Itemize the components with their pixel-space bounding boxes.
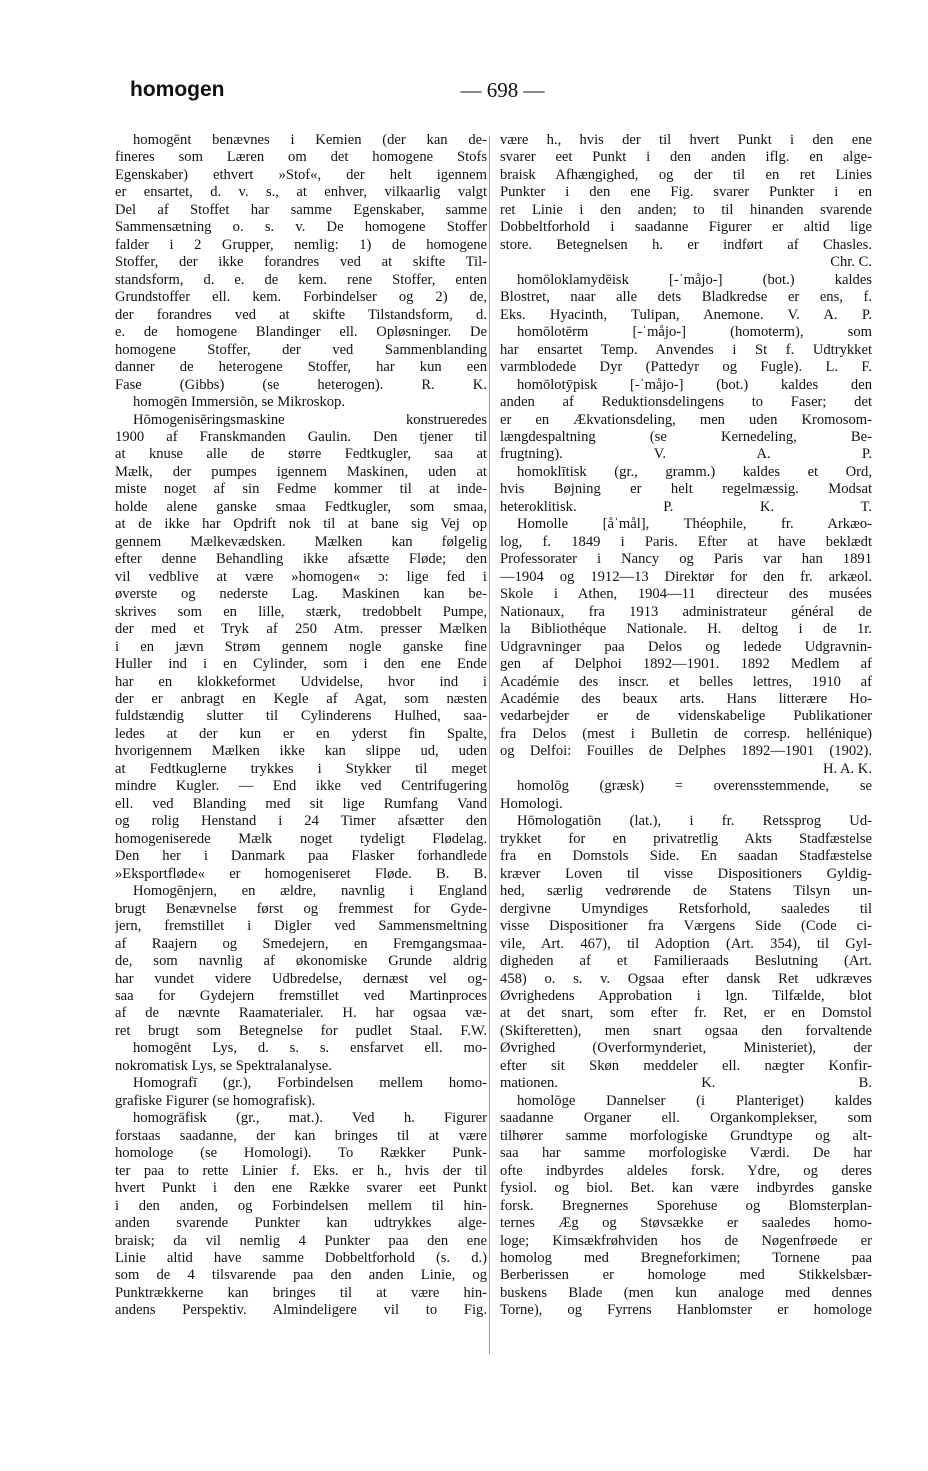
text-line: anden af Reduktionsdelingens to Faser; det [500, 394, 872, 411]
text-line: at de ikke har Opdrift nok til at bane sig Vej op [115, 516, 487, 533]
text-line: hvert Punkt i den ene Række svarer eet Punkt [115, 1180, 487, 1197]
text-line: Egenskaber) ethvert »Stof«, der helt igennem [115, 166, 487, 183]
text-line: har vundet videre Udbredelse, dernæst vel og- [115, 970, 487, 987]
text-line: ledes at der kun er en yderst fin Spalte, [115, 725, 487, 742]
text-line: homogēnt benævnes i Kemien (der kan de- [133, 132, 487, 148]
text-line: store. Betegnelsen h. er indført af Chasles. [500, 236, 872, 253]
text-line: Nationaux, fra 1913 administrateur général de [500, 603, 872, 620]
text-line: vedarbejder er de videnskabelige Publikationer [500, 708, 872, 725]
text-line: falder i 2 Grupper, nemlig: 1) de homogene [115, 236, 487, 253]
text-line: Eks. Hyacinth, Tulipan, Anemone. V. A. P. [500, 306, 872, 323]
text-line: ell. ved Blanding med sit lige Rumfang Vand [115, 795, 487, 812]
left-column [115, 132, 487, 1320]
text-line: homolōge Dannelser (i Planteriget) kaldes [517, 1092, 872, 1109]
text-line: homōlotȳpisk [-ˈmåjo-] (bot.) kaldes den [517, 376, 872, 393]
text-line: jern, fremstillet i Digler ved Sammensmeltning [115, 918, 487, 935]
text-line: Punkter i den ene Fig. svarer Punkter i en [500, 184, 872, 201]
text-line: H. A. K. [822, 760, 872, 777]
text-line: har ensartet Temp. Anvendes i St f. Udtrykket [500, 341, 872, 358]
text-line: mationen. K. B. [500, 1075, 872, 1092]
text-line: Homogēnjern, en ældre, navnlig i England [133, 883, 487, 900]
text-line: visse Dispositioner fra Værgens Side (Code ci- [500, 918, 872, 935]
right-column [500, 132, 872, 1320]
text-line: gennem Mælkevædsken. Mælken kan følgelig [115, 533, 487, 550]
text-line: ofte indbyrdes aldeles forsk. Ydre, og deres [500, 1162, 872, 1179]
text-line: af de nævnte Raamaterialer. H. har ogsaa væ- [115, 1005, 487, 1022]
text-line: anden svarende Punkter kan udtrykkes alge- [115, 1215, 487, 1232]
text-line: brugt Benævnelse først og fremmest for Gyde- [115, 900, 487, 917]
text-line: være h., hvis der til hvert Punkt i den ene [500, 132, 872, 148]
text-line: Udgravninger paa Delos og ledede Udgravnin- [500, 638, 872, 655]
text-line: Mælk, der pumpes igennem Maskinen, uden at [115, 463, 487, 480]
text-line: Øvrighedens Approbation i lgn. Tilfælde, blot [500, 987, 872, 1004]
text-line: homolog med Bregneforkimen; Tornene paa [500, 1250, 872, 1266]
text-line: kræver Loven til visse Dispositioners Gyldig- [500, 865, 872, 882]
text-line: nokromatisk Lys, se Spektralanalyse. [115, 1057, 332, 1074]
text-line: de, som navnlig af økonomiske Grunde aldrig [115, 953, 487, 970]
text-line: svarer eet Punkt i den anden iflg. en alge- [500, 149, 872, 166]
text-line: der med et Tryk af 250 Atm. presser Mælken [115, 621, 487, 638]
text-line: »Eksportfløde« er homogeniseret Fløde. B. B. [115, 865, 487, 882]
text-line: —1904 og 1912—13 Direktør for den fr. arkæol. [500, 568, 872, 585]
text-line: danner de heterogene Stoffer, har kun een [115, 359, 487, 376]
running-headword: homogen [130, 78, 225, 101]
text-line: fra Delos (mest i Bulletin de corresp. hellénique) [500, 725, 872, 742]
text-line: forsk. Bregnernes Sporehuse og Blomsterplan- [500, 1197, 872, 1214]
text-line: homoklītisk (gr., gramm.) kaldes et Ord, [517, 463, 872, 480]
text-line: øverste og nederste Lag. Maskinen kan be- [115, 586, 487, 603]
text-line: Académie des beaux arts. Hans litterære Ho- [500, 691, 872, 707]
text-line: efter sit Skøn meddeler ell. nægter Konfir- [500, 1057, 872, 1074]
text-line: hed, særlig vedrørende de Statens Tilsyn un- [500, 883, 872, 900]
text-line: efter denne Behandling ikke afsætte Fløde; den [115, 551, 487, 568]
text-line: trykket for en privatretlig Akts Stadfæstelse [500, 830, 872, 847]
text-line: tilhører samme morfologiske Grundtype og alt- [500, 1127, 872, 1144]
text-line: fuldstændig slutter til Cylinderens Hulhed, saa- [115, 708, 487, 725]
text-line: digheden af et Familieraads Beslutning (Art. [500, 953, 872, 970]
text-line: har en klokkeformet Udvidelse, hvor ind i [115, 673, 487, 690]
text-line: Skole i Athen, 1904—11 directeur des musées [500, 586, 872, 603]
text-line: homogrāfisk (gr., mat.). Ved h. Figurer [133, 1110, 487, 1127]
text-line: la Bibliothéque Nationale. H. deltog i de 1r. [500, 621, 872, 638]
text-line: fysiol. og biol. Bet. kan være indbyrdes ganske [500, 1180, 872, 1197]
text-line: Chr. C. [830, 254, 872, 271]
text-line: Øvrighed (Overformynderiet, Ministeriet), der [500, 1040, 872, 1057]
text-line: andens Perspektiv. Almindeligere vil to Fig. [115, 1302, 487, 1319]
text-line: buskens Blade (men kun analoge med dennes [500, 1284, 872, 1301]
text-line: Linie altid have samme Dobbeltforhold (s. d.) [115, 1250, 487, 1266]
text-line: Professorater i Nancy og Paris var han 1891 [500, 551, 872, 568]
text-line: homologe (se Homologi). To Rækker Punk- [115, 1145, 487, 1162]
text-line: hvis Bøjning er helt regelmæssig. Modsat [500, 481, 872, 498]
text-line: saa har samme morfologiske Værdi. De har [500, 1145, 872, 1162]
text-line: at knuse alle de større Fedtkugler, saa at [115, 446, 487, 463]
text-line: i en jævn Strøm gennem nogle ganske fine [115, 638, 487, 655]
text-line: varmblodede Dyr (Pattedyr og Fugle). L. F. [500, 359, 872, 376]
text-line: af Raajern og Smedejern, en Fremgangsmaa- [115, 935, 487, 952]
text-line: i den anden, og Forbindelsen mellem til hin- [115, 1197, 487, 1214]
text-line: Homologi. [500, 795, 563, 812]
text-line: Berberissen er homologe med Stikkelsbær- [500, 1267, 872, 1284]
text-line: homōlotērm [-ˈmåjo-] (homoterm), som [517, 324, 872, 341]
text-line: 458) o. s. v. Ogsaa efter dansk Ret udkræves [500, 970, 872, 987]
text-line: ter paa to rette Linier f. Eks. er h., hvis der til [115, 1162, 487, 1179]
text-line: Den her i Danmark paa Flasker forhandlede [115, 848, 487, 865]
text-line: er en Ækvationsdeling, men uden Kromosom- [500, 411, 872, 428]
text-line: at Fedtkuglerne trykkes i Stykker til meget [115, 760, 487, 777]
text-line: 1900 af Franskmanden Gaulin. Den tjener til [115, 428, 487, 445]
page-header [130, 78, 875, 112]
column-divider [489, 136, 490, 1354]
text-line: homogene Stoffer, der ved Sammenblanding [115, 341, 487, 358]
text-line: homōloklamydēisk [-ˈmåjo-] (bot.) kaldes [517, 271, 872, 288]
text-line: Homolle [åˈmål], Théophile, fr. Arkæo- [517, 516, 872, 533]
text-line: Stoffer, der ikke forandres ved at skifte Til- [115, 254, 487, 271]
text-line: heteroklitisk. P. K. T. [500, 498, 872, 515]
text-line: ternes Æg og Støvsække er saaledes homo- [500, 1215, 872, 1232]
text-line: Huller ind i en Cylinder, som i den ene Ende [115, 656, 487, 673]
text-line: Sammensætning o. s. v. De homogene Stoffer [115, 219, 487, 236]
text-line: og Delfoi: Fouilles de Delphes 1892—1901 (1902). [500, 743, 872, 760]
text-line: Blostret, naar alle dets Bladkredse er ens, f. [500, 289, 872, 306]
text-line: braisk Afhængighed, og der til en ret Linies [500, 166, 872, 183]
text-line: der forandres ved at skifte Tilstandsform, d. [115, 306, 487, 323]
text-line: længdespaltning (se Kernedeling, Be- [500, 428, 872, 445]
text-line: homogēnt Lys, d. s. s. ensfarvet ell. mo- [133, 1040, 487, 1057]
text-line: er ensartet, d. v. s., at enhver, vilkaarlig valgt [115, 184, 487, 201]
page-number: — 698 — [460, 78, 545, 102]
text-line: loge; Kimsækfrøhviden hos de Nøgenfrøede er [500, 1232, 872, 1249]
text-line: vile, Art. 467), til Adoption (Art. 354), til Gyl- [500, 935, 872, 952]
text-line: Punktrækkerne kan bringes til at være hin- [115, 1284, 487, 1301]
text-line: saa for Gydejern fremstillet ved Martinproces [115, 987, 487, 1004]
text-line: ret Linie i den anden; to til hinanden svarende [500, 201, 872, 218]
text-line: vil vedblive at være »homogen« ɔ: lige fed i [115, 568, 487, 585]
text-line: frugtning). V. A. P. [500, 446, 872, 463]
text-line: Hōmologatiōn (lat.), i fr. Retssprog Ud- [517, 813, 872, 830]
text-line: Grundstoffer ell. kem. Forbindelser og 2) de, [115, 289, 487, 306]
text-line: saadanne Organer ell. Organkomplekser, som [500, 1110, 872, 1127]
text-line: Hōmogenisēringsmaskine konstrueredes [133, 411, 487, 428]
text-line: homogēn Immersiōn, se Mikroskop. [133, 394, 345, 411]
text-line: standsform, d. e. de kem. rene Stoffer, enten [115, 271, 487, 288]
text-line: Fase (Gibbs) (se heterogen). R. K. [115, 376, 487, 393]
text-line: Dobbeltforhold i saadanne Figurer er altid lige [500, 219, 872, 236]
text-line: Homografī (gr.), Forbindelsen mellem homo- [133, 1075, 487, 1092]
text-line: gen af Delphoi 1892—1901. 1892 Medlem af [500, 656, 872, 673]
text-line: fineres som Læren om det homogene Stofs [115, 149, 487, 166]
text-line: hvorigennem Mælken ikke kan slippe ud, uden [115, 743, 487, 760]
text-line: Del af Stoffet har samme Egenskaber, samme [115, 201, 487, 218]
text-line: e. de homogene Blandinger ell. Opløsninger. De [115, 324, 487, 341]
text-line: Torne), og Fyrrens Hanblomster er homologe [500, 1302, 872, 1319]
text-line: holde alene ganske smaa Fedtkugler, som smaa, [115, 498, 487, 515]
text-line: dergivne Umyndiges Retsforhold, saaledes til [500, 900, 872, 917]
text-line: at det snart, som efter fr. Ret, er en Domstol [500, 1005, 872, 1022]
text-line: homogeniserede Mælk noget tydeligt Flødelag. [115, 830, 487, 847]
text-line: Académie des inscr. et belles lettres, 1910 af [500, 673, 872, 690]
text-line: miste noget af sin Fedme kommer til at inde- [115, 481, 487, 498]
text-line: som de 4 tilsvarende paa den anden Linie, og [115, 1267, 487, 1284]
text-line: skrives som en lille, stærk, tredobbelt Pumpe, [115, 603, 487, 620]
text-line: braisk; da vil nemlig 4 Punkter paa den ene [115, 1232, 487, 1249]
text-line: fra en Domstols Side. En saadan Stadfæstelse [500, 848, 872, 865]
text-line: grafiske Figurer (se homografisk). [115, 1092, 316, 1109]
text-line: log, f. 1849 i Paris. Efter at have beklædt [500, 533, 872, 550]
text-line: homolōg (græsk) = overensstemmende, se [517, 778, 872, 795]
text-line: ret brugt som Betegnelse for pudlet Staal. F.W. [115, 1022, 487, 1039]
text-line: forstaas saadanne, der kan bringes til at være [115, 1127, 487, 1144]
text-line: der er anbragt en Kegle af Agat, som næsten [115, 691, 487, 707]
text-line: og rolig Henstand i 24 Timer afsætter den [115, 813, 487, 830]
text-line: (Skifteretten), men snart ogsaa den forvaltende [500, 1022, 872, 1039]
text-line: mindre Kugler. — End ikke ved Centrifugering [115, 778, 487, 795]
